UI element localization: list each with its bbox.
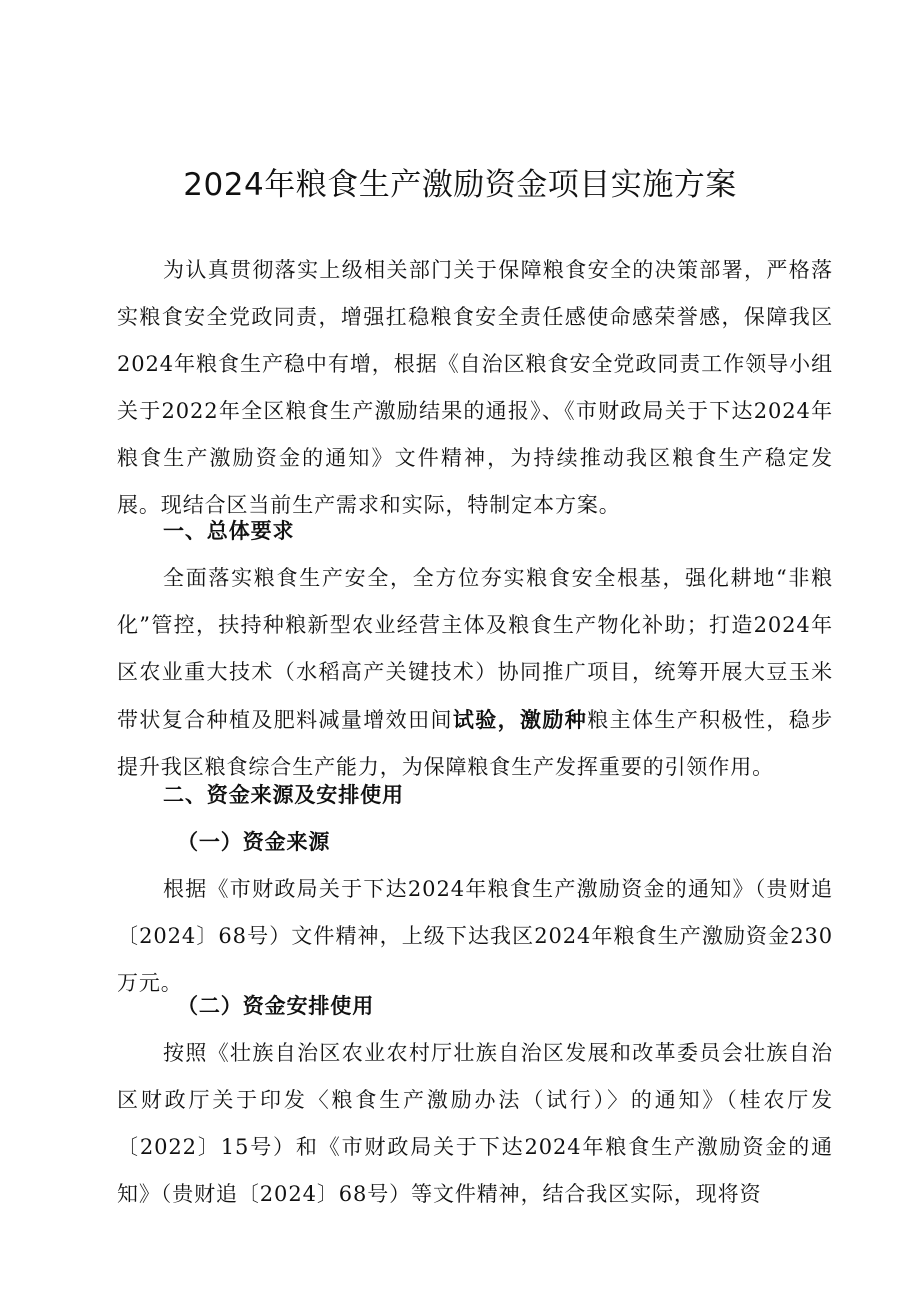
general-requirements-text-1: 全面落实粮食生产安全，全方位夯实粮食安全根基，强化耕地“非粮化”管控，扶持种粮新型农业经营主体及粮食生产物化补助；打造2024年区农业重大技术（水稻高产关键技术）协同推广项目，统筹开展大豆玉米带状复合种植及肥料减量增效田间 [117,566,833,732]
subsection-heading-funding-allocation: （二）资金安排使用 [177,994,375,1018]
subsection-heading-funding-source: （一）资金来源 [177,830,331,854]
document-title: 2024年粮食生产激励资金项目实施方案 [183,167,737,203]
general-requirements-text-2: 粮主体生产积极性，稳步提升我区粮食综合生产能力，为保障粮食生产发挥重要的引领作用。 [117,708,834,779]
section-heading-general-requirements: 一、总体要求 [163,519,295,543]
funding-allocation-paragraph: 按照《壮族自治区农业农村厅壮族自治区发展和改革委员会壮族自治区财政厅关于印发〈粮食生产激励办法（试行）〉的通知》（桂农厅发〔2022〕15号）和《市财政局关于下达2024年粮食生产激励资金的通知》（贵财追〔2024〕68号）等文件精神，结合我区实际，现将资 [117,1041,833,1206]
general-requirements-bold-text: 试验，激励种 [452,707,588,732]
intro-paragraph: 为认真贯彻落实上级相关部门关于保障粮食安全的决策部署，严格落实粮食安全党政同责，增强扛稳粮食安全责任感使命感荣誉感，保障我区2024年粮食生产稳中有增，根据《自治区粮食安全党政同责工作领导小组关于2022年全区粮食生产激励结果的通报》、《市财政局关于下达2024年粮食生产激励资金的通知》文件精神，为持续推动我区粮食生产稳定发展。现结合区当前生产需求和实际，特制定本方案。 [117,258,833,517]
section-heading-funding: 二、资金来源及安排使用 [163,783,404,807]
funding-source-paragraph: 根据《市财政局关于下达2024年粮食生产激励资金的通知》（贵财追〔2024〕68号）文件精神，上级下达我区2024年粮食生产激励资金230万元。 [117,877,833,995]
general-requirements-paragraph [117,555,833,791]
